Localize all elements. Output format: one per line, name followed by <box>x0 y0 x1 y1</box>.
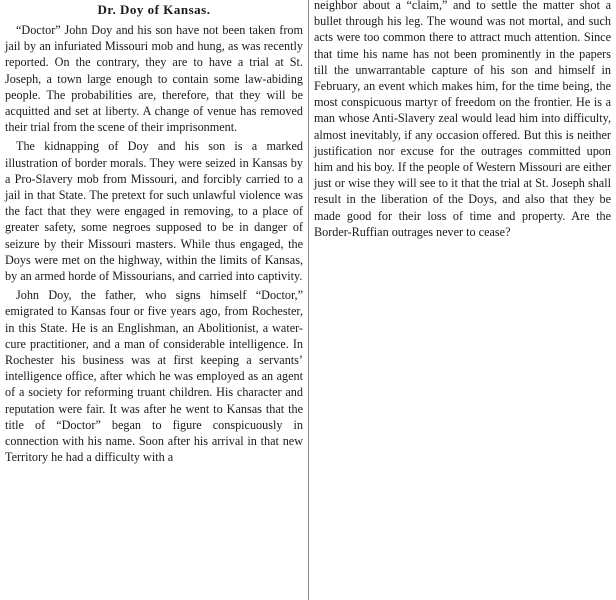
article-paragraph-1: “Doctor” John Doy and his son have not been taken from jail by an infuriated Missouri mob and hung, as was recently reported. On the contrary, they are to have a trial at St. Joseph, a town large enough to contain some law-abiding people. The probabilities are, therefore, that they will be acquitted and set at liberty. A change of venue has removed their trial from the scene of their imprisonment. <box>5 23 303 135</box>
left-column <box>5 0 303 468</box>
article-paragraph-4: neighbor about a “claim,” and to settle the matter shot a bullet through his leg. The wound was not mortal, and such acts were too common there to attract much attention. Since that time his name has not been prominently in the papers till the unwarrantable capture of his son and himself in February, an event which makes him, for the time being, the most conspicuous martyr of freedom on the frontier. He is a man whose Anti-Slavery zeal would lead him into difficulty, almost inevitably, if any occasion offered. But this is neither justification nor excuse for the outrages committed upon him and his boy. If the people of Western Missouri are either just or wise they will see to it that the trial at St. Joseph shall result in the liberation of the Doys, and also that they be made good for their loss of time and property. Are the Border-Ruffian outrages never to cease? <box>314 0 611 239</box>
article-paragraph-2: The kidnapping of Doy and his son is a marked illustration of border morals. They were seized in Kansas by a Pro-Slavery mob from Missouri, and forcibly carried to a jail in that State. The pretext for such unlawful violence was the fact that they were engaged in removing, to a place of greater safety, some negroes supposed to be in danger of seizure by their Missouri masters. While thus engaged, the Doys were met on the highway, within the limits of Kansas, by an armed horde of Missourians, and carried into captivity. <box>5 139 303 284</box>
column-divider <box>308 0 309 600</box>
article-headline: Dr. Doy of Kansas. <box>97 2 211 17</box>
right-column <box>314 0 611 243</box>
article-paragraph-3: John Doy, the father, who signs himself “Doctor,” emigrated to Kansas four or five years ago, from Rochester, in this State. He is an Englishman, an Abolitionist, a water-cure practitioner, and a man of considerable intelligence. In Rochester his business was at first keeping a servants’ intelligence office, after which he was employed as an agent of a society for reforming truant children. His character and reputation were fair. It was after he went to Kansas that the title of “Doctor” began to figure conspicuously in connection with his name. Soon after his arrival in that new Territory he had a difficulty with a <box>5 288 303 465</box>
